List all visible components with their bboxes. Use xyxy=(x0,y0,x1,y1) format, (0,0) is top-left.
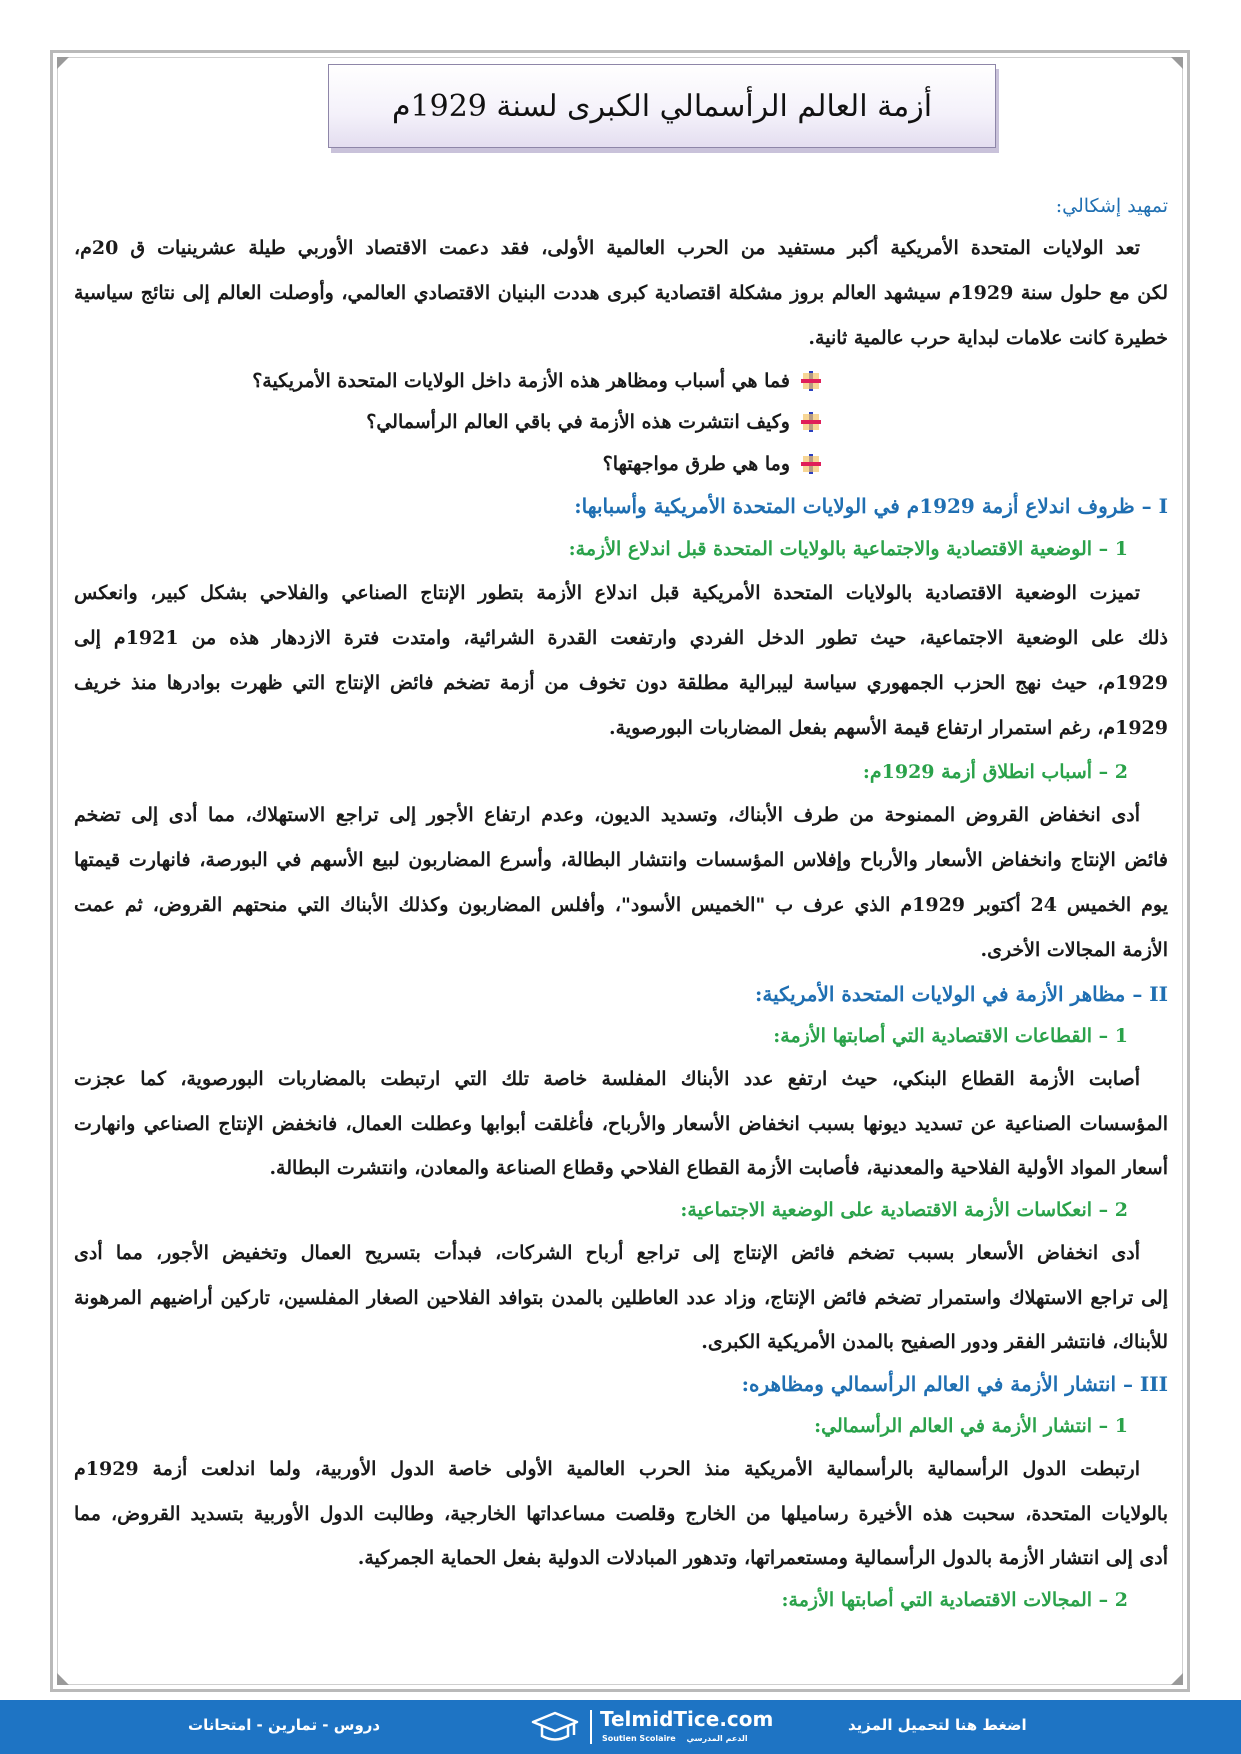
page-title: أزمة العالم الرأسمالي الكبرى لسنة 1929م xyxy=(391,88,933,124)
graduation-cap-icon xyxy=(530,1708,580,1746)
paragraph-line: 1929م، رغم استمرار ارتفاع قيمة الأسهم بفعل المضاربات البورصوية. xyxy=(609,717,1168,739)
subsection-heading: 1 – القطاعات الاقتصادية التي أصابتها الأزمة: xyxy=(773,1025,1128,1047)
logo-name: TelmidTice.com xyxy=(600,1707,774,1731)
intro-heading: تمهيد إشكالي: xyxy=(1055,195,1168,217)
subsection-heading: 2 – انعكاسات الأزمة الاقتصادية على الوضعية الاجتماعية: xyxy=(680,1199,1128,1221)
bullet-plus-icon xyxy=(800,411,822,433)
paragraph-line: فائض الإنتاج وانخفاض الأسعار والأرباح وإفلاس المؤسسات وانتشار البطالة، وأسرع المضاربون لبيع الأسهم في البورصة، فانهارت قيمتها xyxy=(74,849,1168,871)
paragraph-line: بالولايات المتحدة، سحبت هذه الأخيرة رساميلها من الخارج وقلصت مساعداتها الخارجية، وطالبت الدول الأوربية بتسديد القروض، مما xyxy=(74,1503,1168,1525)
paragraph-line: 1929م، حيث نهج الحزب الجمهوري سياسة ليبرالية مطلقة دون تخوف من أزمة تضخم فائض الإنتاج التي ظهرت بوادرها منذ خريف xyxy=(74,672,1168,694)
question-item xyxy=(74,401,1168,443)
logo-subtitle-arabic: الدعم المدرسي xyxy=(686,1734,748,1743)
paragraph-line: المؤسسات الصناعية عن تسديد ديونها بسبب انخفاض الأسعار والأرباح، فأغلقت أبوابها وعطلت العمال، فانخفض الإنتاج الصناعي وانهارت xyxy=(74,1113,1168,1135)
frame-corner-top-right xyxy=(1171,57,1183,69)
paragraph-line: تميزت الوضعية الاقتصادية بالولايات المتحدة الأمريكية قبل اندلاع الأزمة بتطور الإنتاج الصناعي والفلاحي بشكل كبير، وانعكس xyxy=(74,582,1140,604)
question-item xyxy=(74,443,1168,485)
paragraph-line: أدى انخفاض الأسعار بسبب تضخم فائض الإنتاج إلى تراجع أرباح الشركات، فبدأت بتسريح العمال وتخفيض الأجور، مما أدى xyxy=(74,1242,1140,1264)
subsection-heading: 2 – المجالات الاقتصادية التي أصابتها الأزمة: xyxy=(781,1589,1128,1611)
intro-line: تعد الولايات المتحدة الأمريكية أكبر مستفيد من الحرب العالمية الأولى، فقد دعمت الاقتصاد الأوربي طيلة عشرينيات ق 20م، xyxy=(74,237,1140,259)
intro-line: خطيرة كانت علامات لبداية حرب عالمية ثانية. xyxy=(808,327,1168,349)
paragraph-line: يوم الخميس 24 أكتوبر 1929م الذي عرف ب "الخميس الأسود"، وأفلس المضاربون وكذلك الأبناك التي منحتهم القروض، ثم عمت xyxy=(74,894,1168,916)
paragraph-line: أسعار المواد الأولية الفلاحية والمعدنية، فأصابت الأزمة القطاع الفلاحي وقطاع الصناعة والمعادن، وانتشرت البطالة. xyxy=(269,1157,1168,1179)
logo-subtitle-latin: Soutien Scolaire xyxy=(602,1734,676,1743)
download-more-link[interactable]: اضغط هنا لتحميل المزيد xyxy=(848,1716,1027,1734)
bullet-plus-icon xyxy=(800,453,822,475)
frame-corner-bottom-right xyxy=(1171,1673,1183,1685)
section-heading: II – مظاهر الأزمة في الولايات المتحدة الأمريكية: xyxy=(754,982,1168,1006)
frame-corner-top-left xyxy=(57,57,69,69)
subsection-heading: 1 – الوضعية الاقتصادية والاجتماعية بالولايات المتحدة قبل اندلاع الأزمة: xyxy=(568,538,1128,560)
subsection-heading: 1 – انتشار الأزمة في العالم الرأسمالي: xyxy=(814,1415,1128,1437)
footer-bar[interactable] xyxy=(0,1700,1241,1754)
section-heading: III – انتشار الأزمة في العالم الرأسمالي ومظاهره: xyxy=(741,1372,1168,1396)
paragraph-line: أصابت الأزمة القطاع البنكي، حيث ارتفع عدد الأبناك المفلسة خاصة تلك التي ارتبطت بالمضاربات البورصوية، كما عجزت xyxy=(74,1068,1140,1090)
footer-logo[interactable] xyxy=(530,1706,774,1748)
paragraph-line: ارتبطت الدول الرأسمالية بالرأسمالية الأمريكية منذ الحرب العالمية الأولى خاصة الدول الأوربية، ولما اندلعت أزمة 1929م xyxy=(74,1458,1140,1480)
paragraph-line: أدى إلى انتشار الأزمة بالدول الرأسمالية ومستعمراتها، وتدهور المبادلات الدولية بفعل الحماية الجمركية. xyxy=(357,1547,1168,1569)
logo-separator xyxy=(590,1710,592,1744)
paragraph-line: الأزمة المجالات الأخرى. xyxy=(980,939,1168,961)
footer-left-text[interactable]: دروس - تمارين - امتحانات xyxy=(188,1716,381,1734)
document-body xyxy=(74,186,1168,1621)
section-heading: I – ظروف اندلاع أزمة 1929م في الولايات المتحدة الأمريكية وأسبابها: xyxy=(574,494,1168,518)
intro-line: لكن مع حلول سنة 1929م سيشهد العالم بروز مشكلة اقتصادية كبرى هددت البنيان الاقتصادي العالمي، وأوصلت العالم إلى نتائج سياسية xyxy=(74,282,1168,304)
paragraph-line: للأبناك، فانتشر الفقر ودور الصفيح بالمدن الأمريكية الكبرى. xyxy=(701,1331,1168,1353)
question-text: وما هي طرق مواجهتها؟ xyxy=(602,453,790,475)
subsection-heading: 2 – أسباب انطلاق أزمة 1929م: xyxy=(862,761,1128,783)
question-text: فما هي أسباب ومظاهر هذه الأزمة داخل الولايات المتحدة الأمريكية؟ xyxy=(252,370,790,392)
bullet-plus-icon xyxy=(800,370,822,392)
paragraph-line: ذلك على الوضعية الاجتماعية، حيث تطور الدخل الفردي وارتفعت القدرة الشرائية، وامتدت فترة الازدهار هذه من 1921م إلى xyxy=(74,627,1168,649)
question-text: وكيف انتشرت هذه الأزمة في باقي العالم الرأسمالي؟ xyxy=(366,411,790,433)
paragraph-line: أدى انخفاض القروض الممنوحة من طرف الأبناك، وتسديد الديون، وعدم ارتفاع الأجور إلى تراجع الاستهلاك، مما أدى إلى تضخم xyxy=(74,804,1140,826)
frame-corner-bottom-left xyxy=(57,1673,69,1685)
title-box xyxy=(328,64,996,148)
logo-subtitle xyxy=(602,1734,748,1743)
paragraph-line: إلى تراجع الاستهلاك واستمرار تضخم فائض الإنتاج، وزاد عدد العاطلين بالمدن بتوافد الفلاحين الصغار المفلسين، تاركين أراضيهم المرهونة xyxy=(74,1287,1168,1309)
question-item xyxy=(74,361,1168,401)
